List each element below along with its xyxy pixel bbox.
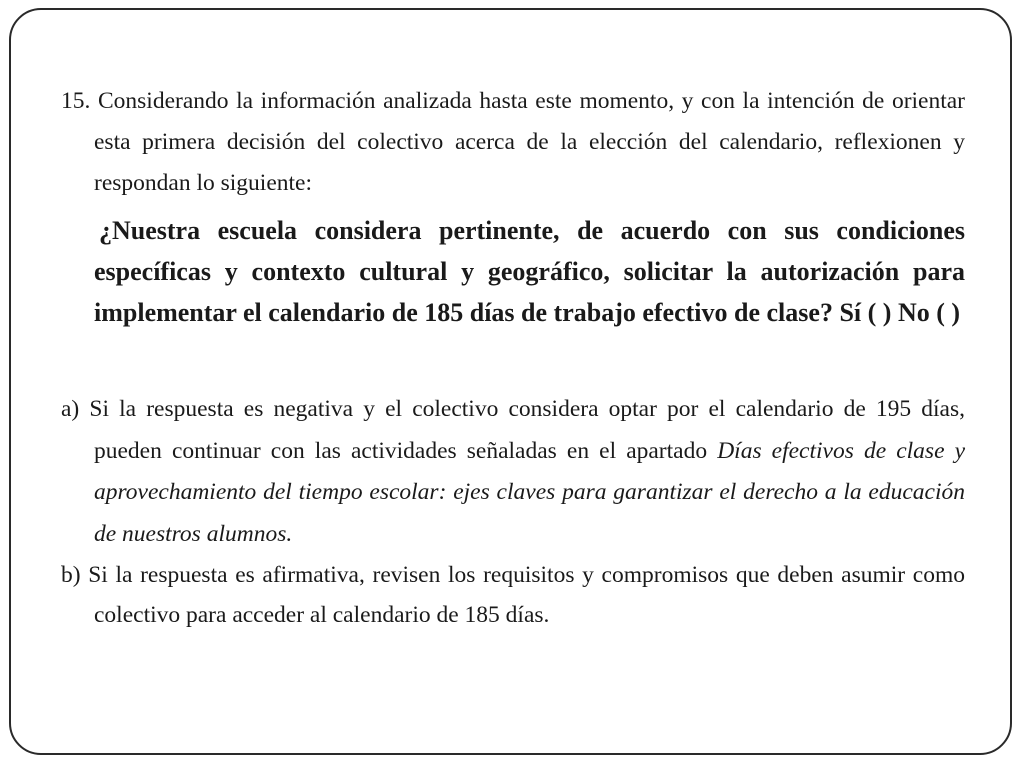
option-b-text: Si la respuesta es afirmativa, revisen los requisitos y compromisos que deben asumir como colectivo para acceder al calendario de 185 días. bbox=[88, 562, 965, 628]
item-15-paragraph bbox=[61, 81, 965, 204]
option-b-marker: b) bbox=[61, 562, 81, 588]
key-question bbox=[61, 210, 965, 333]
option-a-paragraph bbox=[61, 389, 965, 555]
option-a-marker: a) bbox=[61, 396, 80, 422]
key-question-text: ¿Nuestra escuela considera pertinente, de acuerdo con sus condiciones específicas y contexto cultural y geográfico, solicitar la autorización para implementar el calendario de 185 días de trabajo efectivo de clase? Sí ( ) No ( ) bbox=[94, 216, 965, 327]
item-intro-text: Considerando la información analizada hasta este momento, y con la intención de orientar esta primera decisión del colectivo acerca de la elección del calendario, reflexionen y respondan lo siguiente: bbox=[94, 88, 966, 196]
spacer bbox=[61, 333, 965, 375]
slide-content bbox=[61, 81, 965, 635]
item-number: 15. bbox=[61, 88, 91, 114]
option-b-paragraph bbox=[61, 555, 965, 635]
option-a-italic-reference: Días efectivos de clase y aprovechamiento del tiempo escolar: ejes claves para garantizar el derecho a la educación de nuestros alumnos. bbox=[94, 437, 966, 547]
option-a-text: Si la respuesta es negativa y el colectivo considera optar por el calendario de 195 días, pueden continuar con las actividades señaladas en el apartado bbox=[89, 396, 966, 464]
